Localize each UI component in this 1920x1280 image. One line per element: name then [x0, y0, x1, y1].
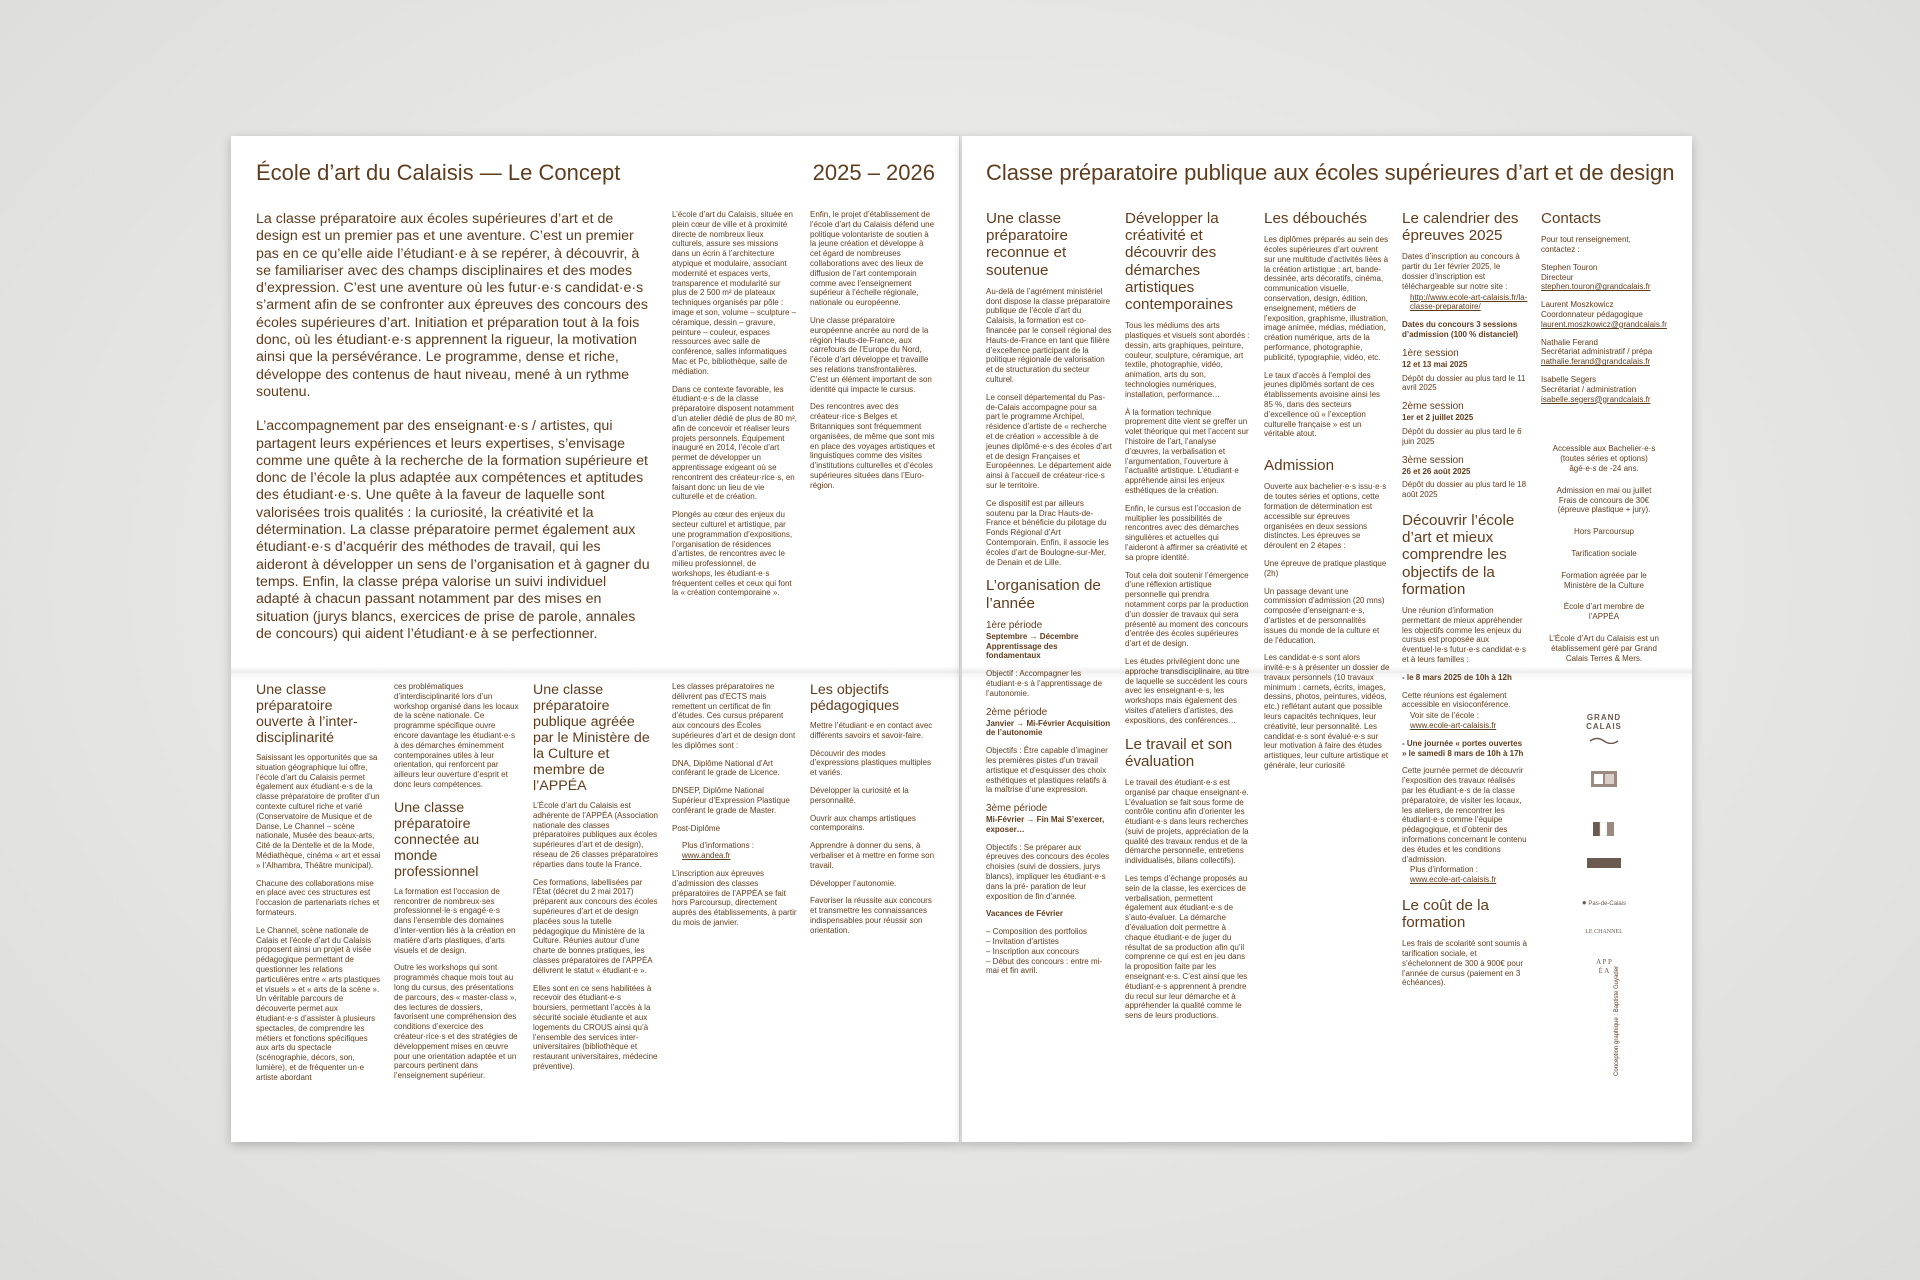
paragraph: À la formation technique proprement dite vient se greffer un volet théorique qui met l’accent sur l’histoire de l’art, l’analyse d’œuvres, la verbalisation et l’argumentation, l’ouverture à l’actualité artistique. L’étudiant·e appréhende ainsi les enjeux esthétiques de la création. [1125, 407, 1249, 495]
paragraph: Elles sont en ce sens habilitées à recevoir des étudiant·e·s boursiers, permettant l’accès à la sécurité sociale étudiante et aux logements du CROUS ainsi qu’à l’ensemble des services inter-universitaires (bibliothèque et restaurant universitaires, médecine préventive). [533, 983, 658, 1071]
paragraph: Plongés au cœur des enjeux du secteur culturel et artistique, par une programmation d’expositions, l’organisation de résidences d’artistes, de rencontres avec le milieu professionnel, de workshops, les étudiant·e·s fréquentent celles et ceux qui font la « création contemporaine ». [672, 510, 793, 598]
wave-icon [1589, 736, 1619, 744]
paragraph: Tous les médiums des arts plastiques et visuels sont abordés : dessin, arts graphiques, peinture, couleur, sculpture, céramique, art textile, photographie, vidéo, animation, arts du son, technologies numériques, installation, performance… [1125, 321, 1250, 399]
session-date: 12 et 13 mai 2025 [1402, 359, 1468, 369]
paragraph: Des rencontres avec des créateur·rice·s Belges et Britanniques sont fréquemment organisées, de même que sont mis en place des voyages artistiques et linguistiques comme des visites d’institutions culturelles et d’écoles supérieures situées dans l’Euro-région. [810, 402, 935, 490]
session-deadline: Dépôt du dossier au plus tard le 6 juin 2025 [1402, 426, 1522, 446]
column-calendar [1402, 210, 1528, 996]
paragraph: Les candidat·e·s sont alors invité·e·s à présenter un dossier de travaux personnels (10 travaux minimum : carnets, écrits, images, dessins, photos, peintures, vidéos, etc.) reflétant autant que possible leurs capacités techniques, leur créativité, leur personnalité. Les candidat·e·s sont évalué·e·s sur leur motivation à faire des études artistiques, leur culture artistique et générale, leur curiosité [1264, 653, 1390, 771]
session-label: 3ème session [1402, 454, 1464, 466]
vacation-item: – Inscription aux concours [986, 946, 1079, 956]
paragraph: Tout cela doit soutenir l’émergence d’une réflexion artistique personnelle qui prendra notamment corps par la production d’un dossier de travaux qui sera présenté au moment des concours d’entrée des écoles supérieures d’art et de design. [1125, 570, 1249, 649]
vacation-heading: Vacances de Février [986, 909, 1063, 919]
admission-info: Admission en mai ou juillet Frais de concours de 30€ (épreuve plastique + jury). [1556, 485, 1652, 515]
right-page [962, 136, 1692, 1142]
hauts-de-france-logo [1541, 855, 1667, 873]
session-label: 1ère session [1402, 347, 1459, 359]
contact-entry [1541, 300, 1667, 329]
session-deadline: Dépôt du dossier au plus tard le 18 août 2025 [1402, 480, 1527, 500]
paragraph: Pour tout renseignement, contactez : [1541, 235, 1631, 254]
left-page-title: École d’art du Calaisis — Le Concept [256, 160, 621, 185]
paragraph: Enfin, le cursus est l’occasion de multiplier les possibilités de rencontres avec des démarches singulières et actuelles qui l’aideront à affirmer sa créativité et sa propre identité. [1125, 503, 1248, 562]
section-objectives [810, 682, 935, 944]
section-heading: Contacts [1541, 210, 1601, 227]
paragraph: Au-delà de l’agrément ministériel dont dispose la classe préparatoire publique de l’école d’art du Calaisis, la formation est co-financée par le conseil régional des Hauts-de-France en tant que filière d’excellence participant de la politique régionale de valorisation et de structuration du secteur culturel. [986, 286, 1112, 384]
andea-link[interactable]: www.andea.fr [682, 851, 731, 861]
text-column-4 [810, 210, 935, 499]
contact-role: Secrétariat / administration [1541, 384, 1637, 394]
paragraph: ces problématiques d’interdisciplinarité lors d’un workshop organisé dans les locaux de la scène nationale. Ce programme spécifique ouvre encore davantage les étudiant·e·s à des démarches éminemment contemporaines utiles à leur orientation, qui renforcent par ailleurs leur ouverture d’esprit et donc leurs compétences. [394, 682, 519, 789]
paragraph: - Une journée « portes ouvertes » le samedi 8 mars de 10h à 17h [1402, 738, 1524, 758]
access-info: Accessible aux Bachelier·e·s (toutes séries et options) âgé·e·s de -24 ans. [1552, 444, 1656, 473]
paragraph: Outre les workshops qui sont programmés chaque mois tout au long du cursus, des présentations de parcours, des « master-class », des lectures de dossiers, favorisent une compréhension des conditions d’exercice des créateur·rice·s et des stratégies de développement mises en œuvre pour une orientation adaptée et un parcours pertinent dans l’enseignement supérieur. [394, 963, 518, 1081]
paragraph: DNSEP, Diplôme National Supérieur d’Expression Plastique conférant le grade de Master. [672, 786, 790, 815]
channel-logo [1541, 928, 1667, 936]
paragraph: Cette réunions est également accessible en visioconférence. [1402, 690, 1511, 710]
year-label: 2025 – 2026 [812, 160, 935, 185]
paragraph: Dates du concours 3 sessions d’admission (100 % distanciel) [1402, 320, 1519, 339]
contact-entry [1541, 263, 1667, 292]
design-credit: Conception graphique : Baptiste Guyader [1614, 965, 1620, 1076]
paragraph: Les classes préparatoires ne délivrent pas d’ECTS mais remettent un certificat de fin d’études. Ces cursus préparent aux concours des Écoles supérieures d’art et de design dont les diplômes sont : [672, 682, 796, 750]
paragraph: L’école d’art du Calaisis, située en plein cœur de ville et à proximité directe de nombreux lieux culturels, assure ses missions dans un écrin à l’architecture atypique et modulaire, associant modernité et espaces verts, transparence et modularité sur plus de 2 500 m² de plateaux techniques organisés par pôle : image et son, volume – sculpture – céramique, dessin – gravure, peinture – couleur, espaces ressources avec salle de conférence, salles informatiques Mac et Pc, bibliothèque, salle de médiation. [672, 210, 797, 376]
paragraph: - le 8 mars 2025 de 10h à 12h [1402, 672, 1512, 682]
school-website-link[interactable]: www.ecole-art-calaisis.fr [1410, 720, 1497, 730]
section-diplomas [672, 682, 797, 936]
paragraph: Dates d’inscription au concours à partir du 1er février 2025, le dossier d’inscription est téléchargeable sur notre site : [1402, 252, 1520, 291]
paragraph: L’inscription aux épreuves d’admission des classes préparatoires de l’APPÉA se fait hors Parcoursup, directement auprès des établissements, à partir du mois de janvier. [672, 868, 797, 927]
period-label: 3ème période [986, 803, 1048, 815]
logo-text: CALAIS [1586, 722, 1622, 732]
objective-item: Ouvrir aux champs artistiques contemporains. [810, 813, 916, 833]
contact-name: Nathalie Ferand [1541, 337, 1598, 347]
paragraph: Ces formations, labellisées par l’État (décret du 2 mai 2017) préparent aux concours des écoles supérieures d’art et de design placées sous la tutelle pédagogique du Ministère de la Culture. Réunies autour d’une charte de bonnes pratiques, les classes préparatoires de l’APPÉA délivrent le statut « étudiant·e ». [533, 877, 658, 975]
session-date: 1er et 2 juillet 2025 [1402, 413, 1474, 423]
paragraph: Une classe préparatoire européenne ancrée au nord de la région Hauts-de-France, aux carrefours de l’Europe du Nord, l’école d’art développe et travaille ses relations transfrontalières. C’est un élément important de son identité qui impacte le cursus. [810, 315, 932, 394]
section-heading: Admission [1264, 457, 1335, 475]
section-professional [394, 682, 519, 1089]
paragraph: Le travail des étudiant·e·s est organisé par chaque enseignant·e. L’évaluation se fait sous forme de contrôle continu afin d’orienter les étudiant·e·s dans leurs recherches (suivi de projets, appréciation de la qualité des travaux rendus et de la démarche personnelle, entretiens individualisés, bilans collectifs). [1125, 777, 1249, 866]
paragraph: Un passage devant une commission d’admission (20 mns) composée d’enseignant·e·s, d’artistes et de personnalités issues du monde de la culture et de l’éducation. [1264, 586, 1385, 645]
region-logo [1541, 771, 1667, 792]
contact-email-link[interactable]: isabelle.segers@grandcalais.fr [1541, 394, 1651, 404]
period-label: 1ère période [986, 619, 1043, 631]
period-subtitle: Mi-Février → Fin Mai S’exercer, exposer… [986, 815, 1105, 834]
objective-item: Favoriser la réussite aux concours et transmettre les connaissances indispensables pour réussir son orientation. [810, 896, 932, 935]
contact-role: Directeur [1541, 272, 1574, 282]
info-item: L’École d’Art du Calaisis est un établissement géré par Grand Calais Terres & Mers. [1549, 633, 1659, 663]
text-column-3 [672, 210, 797, 606]
info-block [1541, 444, 1667, 663]
info-item: Hors Parcoursup [1573, 527, 1635, 537]
paragraph: Saisissant les opportunités que sa situation géographique lui offre, l’école d’art du Calaisis permet également aux étudiant·e·s de la classe préparatoire de profiter d’un contexte culturel riche et varié (Conservatoire de Musique et de Danse, Le Channel – scène nationale, Musée des beaux-arts, Cité de la Dentelle et de la Mode, Médiathèque, cinéma « art et essai » l’Alhambra, Théâtre municipal). [256, 753, 381, 870]
left-page [231, 136, 960, 1142]
contact-email-link[interactable]: stephen.touron@grandcalais.fr [1541, 282, 1651, 292]
section-ministry [533, 682, 658, 1080]
section-heading: Une classe préparatoire reconnue et soutenue [986, 210, 1068, 279]
column-contacts [1541, 210, 1667, 976]
logo-text: LE CHANNEL [1585, 929, 1623, 936]
contact-entry [1541, 375, 1667, 404]
section-heading: Les débouchés [1264, 210, 1368, 227]
session-deadline: Dépôt du dossier au plus tard le 11 avril 2025 [1402, 373, 1526, 393]
section-heading: Une classe préparatoire connectée au monde professionnel [394, 799, 480, 880]
section-heading: Développer la créativité et découvrir des démarches artistiques contemporaines [1125, 210, 1234, 314]
region-logo-icon [1591, 771, 1617, 787]
logo-text: GRAND [1586, 713, 1622, 723]
paragraph: Les diplômes préparés au sein des écoles supérieures d’art ouvrent sur une multitude d’activités liées à la création artistique : art, bande-dessinée, arts décoratifs, cinéma, communication visuelle, conservation, design, édition, enseignement, métiers de l’exposition, graphisme, illustration, image animée, médias, médiation, création numérique, arts de la performance, photographie, publicité, typographie, vidéo, etc. [1264, 235, 1389, 362]
paragraph: Ce dispositif est par ailleurs soutenu par la Drac Hauts-de-France et bénéficie du pilotage du Fonds Régional d’Art Contemporain. Enfin, il associe les écoles d’art de Boulogne-sur-Mer, de Denain et de Lille. [986, 498, 1109, 567]
grand-calais-logo [1541, 713, 1667, 749]
contact-email-link[interactable]: laurent.moszkowicz@grandcalais.fr [1541, 319, 1667, 329]
paragraph: Les études privilégient donc une approche transdisciplinaire, au titre de laquelle se succèdent les cours avec les enseignant·e·s, les workshops mais également des visites d’ateliers d’artistes, des expositions, des conférences… [1125, 656, 1250, 725]
paragraph: Le conseil départemental du Pas-de-Calais accompagne pour sa part le programme Archipel, résidence d’artiste de « recherche et de création » accessible à de jeunes diplômé·e·s des écoles d’art et de design Françaises et Européennes. Le département aide ainsi à l’accueil de créateur·rice·s sur le territoire. [986, 392, 1112, 490]
ministry-logo-icon [1593, 822, 1615, 836]
paragraph: Plus d’information : [1410, 865, 1479, 875]
paragraph: Chacune des collaborations mise en place avec ces structures est l’occasion de partenariats riches et formateurs. [256, 878, 380, 917]
contact-role: Secrétariat administratif / prépa [1541, 347, 1653, 357]
session-label: 2ème session [1402, 401, 1464, 413]
paragraph: La formation est l’occasion de rencontrer de nombreux·ses professionnel·le·s engagé·e·s dans l’ensemble des domaines d’inter-vention liés à la création en matière d’arts plastiques, d’arts visuels et de design. [394, 886, 516, 955]
paragraph: Le Channel, scène nationale de Calais et l’école d’art du Calaisis proposent ainsi un projet à visée pédagogique permettant de questionner les relations particulières entre « arts plastiques et visuels » et « arts de la scène ». Un véritable parcours de découverte permet aux étudiant·e·s d’assister à plusieurs spectacles, de comprendre les métiers et fonctions spécifiques aux arts du spectacle (scénographie, décors, son, lumière), et de fréquenter un·e artiste abordant [256, 925, 381, 1082]
info-item: Formation agréée par le Ministère de la Culture [1561, 570, 1647, 590]
paragraph: Objectifs : Se préparer aux épreuves des concours des écoles choisies (suivi de dossiers, jurys blancs), impliquer les étudiant·e·s dans la pré- paration de leur exposition de fin d’année. [986, 842, 1110, 901]
period-subtitle: Septembre → Décembre Apprentissage des fondamentaux [986, 631, 1079, 661]
section-heading: Une classe préparatoire publique agréée par le Ministère de la Culture et membre de l’APPÉA [533, 682, 650, 794]
section-heading: Les objectifs pédagogiques [810, 682, 900, 714]
vacation-item: – Composition des portfolios [986, 927, 1087, 937]
section-interdisciplinarity [256, 682, 381, 1091]
column-recognition [986, 210, 1112, 976]
paragraph: DNA, Diplôme National d’Art conférant le grade de Licence. [672, 758, 780, 778]
contact-email-link[interactable]: nathalie.ferand@grandcalais.fr [1541, 357, 1651, 367]
right-page-title: Classe préparatoire publique aux écoles supérieures d’art et de design [986, 160, 1675, 185]
paragraph: L’École d’art du Calaisis est adhérente de l’APPÉA (Association nationale des classes préparatoires publiques aux écoles supérieures d’art et de design), réseau de 26 classes préparatoires réparties dans toute la France. [533, 801, 658, 869]
paragraph: Cette journée permet de découvrir l’exposition des travaux réalisés par les étudiant·e·s de la classe préparatoire, de visiter les locaux, les ateliers, de rencontrer les étudiant·e·s comme l’équipe pédagogique, et d’obtenir des informations concernant le contenu des études et les conditions d’admission. [1402, 766, 1527, 864]
paragraph: Dans ce contexte favorable, les étudiant·e·s de la classe préparatoire disposent notamment d’un atelier dédié de plus de 80 m², afin de concevoir et réaliser leurs projets personnels. Équipement inauguré en 2014, l’école d’art permet de développer un apprentissage exigeant où se rencontrent des créateur·rice·s, en faisant donc un lieu de vie culturelle et de création. [672, 384, 797, 502]
paragraph: Objectif : Accompagner les étudiant·e·s à l’apprentissage de l’autonomie. [986, 669, 1103, 698]
paragraph: Enfin, le projet d’établissement de l’école d’art du Calaisis défend une politique volontariste de soutien à la jeune création et développe à cet égard de nombreuses collaborations avec des lieux de diffusion de l’art contemporain comme avec l’enseignement supérieur à l’échelle régionale, nationale ou européenne. [810, 210, 935, 308]
column-outlets [1264, 210, 1390, 779]
paragraph: Les frais de scolarité sont soumis à tarification sociale, et s’échelonnent de 300 à 900€ pour l’année de cursus (paiement en 3 échéances). [1402, 939, 1527, 988]
objective-item: Développer l’autonomie. [810, 878, 897, 888]
pas-de-calais-logo [1541, 899, 1667, 908]
period-label: 2ème période [986, 706, 1048, 718]
paragraph: Une réunion d’information permettant de mieux appréhender les objectifs comme les enjeux du cursus est proposée aux éventuel·le·s futur·e·s candidat·e·s et à leurs familles : [1402, 605, 1527, 664]
section-heading: Le coût de la formation [1402, 896, 1489, 932]
ministry-logo [1541, 822, 1667, 841]
objective-item: Mettre l’étudiant·e en contact avec différents savoirs et savoir-faire. [810, 721, 933, 740]
intro-text [256, 211, 653, 643]
info-item: École d’art membre de l’APPÉA [1563, 602, 1645, 622]
info-label: Plus d’informations : [682, 841, 755, 851]
section-heading: L’organisation de l’année [986, 577, 1101, 612]
prepa-link[interactable]: http://www.ecole-art-calaisis.fr/la-classe-preparatoire/ [1410, 292, 1528, 312]
contact-name: Laurent Moszkowicz [1541, 300, 1614, 310]
info-item: Tarification sociale [1571, 548, 1637, 558]
objective-item: Développer la curiosité et la personnalité. [810, 785, 909, 805]
column-creativity [1125, 210, 1251, 1029]
contact-role: Coordonnateur pédagogique [1541, 309, 1643, 319]
paragraph: Les temps d’échange proposés au sein de la classe, les exercices de verbalisation, permettent également aux étudiant·e·s de s’auto-évaluer. La démarche d’évaluation doit permettre à chaque étudiant·e de juger du résultat de sa production afin qu’il comprenne ce qui est en jeu dans la proposition faite par les enseignant·e·s. C’est ainsi que les étudiant·e·s apprennent à prendre du recul sur leur démarche et à appréhender la qualité comme le sens de leurs productions. [1125, 874, 1248, 1021]
intro-paragraph: La classe préparatoire aux écoles supérieures d’art et de design est un premier pas et une aventure. C’est un premier pas en ce qu’elle aide l’étudiant·e à se repérer, à découvrir, à se familiariser avec des champs disciplinaires et des modes d’expression. C’est une aventure où les futur·e·s candidat·e·s s’arment afin de se confronter aux épreuves des concours des écoles supérieures d’art. Initiation et préparation tout à la fois donc, où les étudiant·e·s apprennent la rigueur, la motivation ainsi que la persévérance. Le programme, dense et riche, développe des contenus de haut niveau, mené à un rythme soutenu. [256, 211, 648, 400]
period-subtitle: Janvier → Mi-Février Acquisition de l’autonomie [986, 718, 1111, 738]
contact-name: Isabelle Segers [1541, 374, 1597, 384]
section-heading: Le calendrier des épreuves 2025 [1402, 210, 1519, 245]
section-heading: Une classe préparatoire ouverte à l’inter-disciplinarité [256, 682, 358, 746]
appea-logo: A P P É A [1596, 958, 1612, 976]
circle-icon: ● [1581, 898, 1587, 908]
section-heading: Découvrir l’école d’art et mieux comprendre les objectifs de la formation [1402, 511, 1515, 598]
paragraph: Le taux d’accès à l’emploi des jeunes diplômés sortant de ces établissements avoisine ainsi les 85 %, dans des secteurs d’excellence où « l’exception culturelle française » est un véritable atout. [1264, 370, 1381, 439]
school-website-link[interactable]: www.ecole-art-calaisis.fr [1410, 875, 1497, 885]
fold-crease [231, 666, 960, 680]
paragraph: Post-Diplôme [672, 823, 721, 833]
vacation-item: – Début des concours : entre mi-mai et fin avril. [986, 956, 1103, 976]
paragraph: Objectifs : Être capable d’imaginer les premières pistes d’un travail artistique et d’esquisser des choix esthétiques et plastiques relatifs à la maîtrise d’une expression. [986, 746, 1108, 795]
intro-paragraph: L’accompagnement par des enseignant·e·s / artistes, qui partagent leurs expériences et leurs expertises, s’envisage comme une quête à la recherche de la formation supérieure et donc de l’école la plus adaptée aux compétences et aptitudes des étudiant·e·s. Une quête à la faveur de laquelle sont valorisées trois qualités : la curiosité, la créativité et la détermination. La classe préparatoire permet également aux étudiant·e·s d’acquérir des méthodes de travail, qui les aideront à développer un sens de l’organisation et à gagner du temps. Enfin, la classe prépa valorise un suivi individuel adapté à chacun passant notamment par des mises en situation (jurys blancs, exercices de prise de parole, annales de concours) qui aident l’étudiant·e à se perfectionner. [256, 418, 650, 642]
objective-item: Découvrir des modes d’expressions plastiques multiples et variés. [810, 748, 931, 778]
logo-text: Pas-de-Calais [1588, 901, 1627, 908]
paragraph: Ouverte aux bachelier·e·s issu·e·s de toutes séries et options, cette formation de détermination est accessible sur épreuves organisées en deux sessions distinctes. Les épreuves se déroulent en 2 étapes : [1264, 482, 1387, 551]
session-date: 26 et 26 août 2025 [1402, 466, 1471, 476]
vacation-item: – Invitation d’artistes [986, 937, 1059, 947]
contact-entry [1541, 338, 1667, 367]
paragraph: Une épreuve de pratique plastique (2h) [1264, 558, 1387, 578]
paragraph: Voir site de l’école : [1410, 711, 1479, 721]
hauts-de-france-logo-icon [1587, 858, 1621, 868]
objective-item: Apprendre à donner du sens, à verbaliser et à mettre en forme son travail. [810, 841, 935, 870]
section-heading: Le travail et son évaluation [1125, 735, 1233, 770]
contact-name: Stephen Touron [1541, 262, 1598, 272]
